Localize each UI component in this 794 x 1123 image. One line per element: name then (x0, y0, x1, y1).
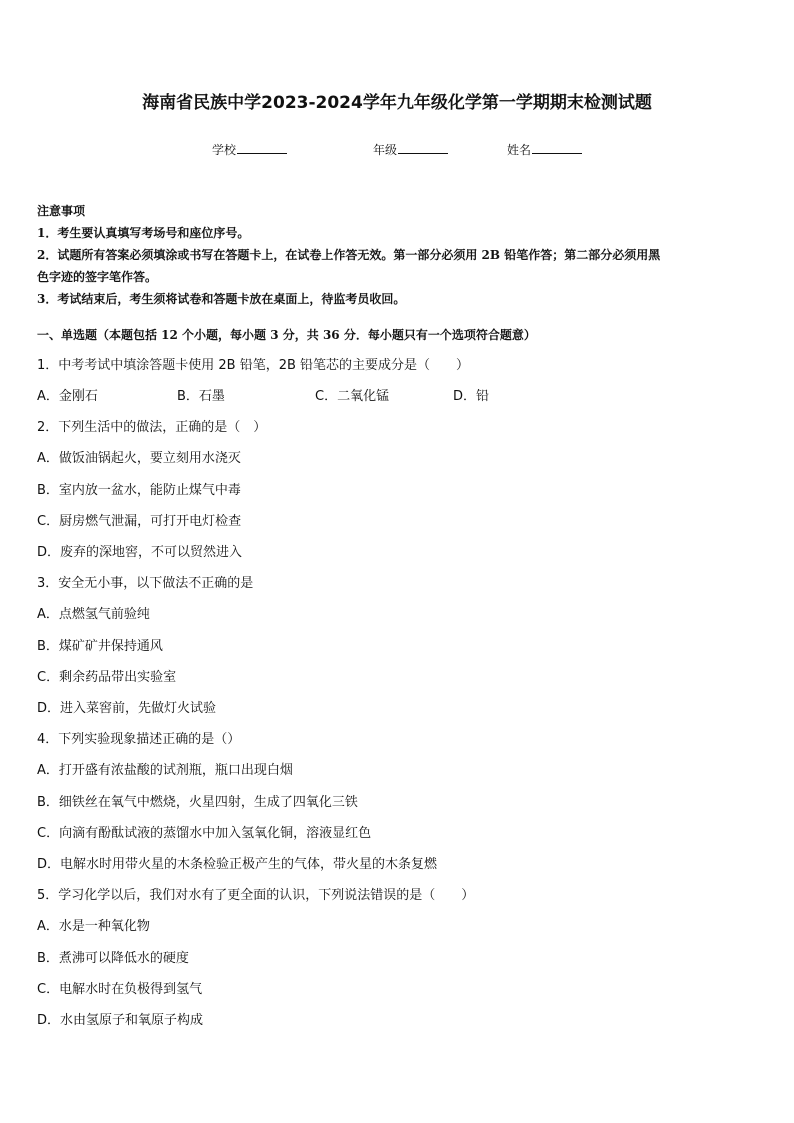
school-label: 学校 (212, 143, 237, 157)
option: A．做饭油锅起火，要立刻用水浇灭 (37, 451, 241, 466)
option: B．煮沸可以降低水的硬度 (37, 951, 189, 966)
school-blank (237, 141, 287, 154)
notice-block (37, 200, 762, 310)
question-stem: 4．下列实验现象描述正确的是（） (37, 732, 241, 747)
question-stem: 5．学习化学以后，我们对水有了更全面的认识，下列说法错误的是（ ） (37, 888, 475, 903)
question-stem: 3．安全无小事，以下做法不正确的是 (37, 576, 254, 591)
grade-label: 年级 (373, 143, 398, 157)
option: B．室内放一盆水，能防止煤气中毒 (37, 483, 241, 498)
section-heading: 一、单选题（本题包括 12 个小题，每小题 3 分，共 36 分．每小题只有一个选项符合题意） (37, 328, 536, 342)
option: C．向滴有酚酞试液的蒸馏水中加入氢氧化铜，溶液显红色 (37, 826, 372, 841)
option: C．电解水时在负极得到氢气 (37, 982, 203, 997)
option: B．细铁丝在氧气中燃烧，火星四射，生成了四氧化三铁 (37, 795, 358, 810)
option: D．铅 (453, 389, 490, 404)
option: C．二氧化锰 (315, 389, 390, 404)
grade-blank (398, 141, 448, 154)
question-options-row (37, 385, 597, 403)
notice-heading: 注意事项 (37, 204, 86, 218)
option: A．金刚石 (37, 389, 98, 404)
grade-field (373, 141, 448, 158)
option: D．电解水时用带火星的木条检验正极产生的气体，带火星的木条复燃 (37, 857, 438, 872)
option: A．打开盛有浓盐酸的试剂瓶，瓶口出现白烟 (37, 763, 293, 778)
school-field (212, 141, 287, 158)
option: C．剩余药品带出实验室 (37, 670, 177, 685)
option: D．废弃的深地窖，不可以贸然进入 (37, 545, 243, 560)
question-stem: 2．下列生活中的做法，正确的是（ ） (37, 420, 267, 435)
exam-title: 海南省民族中学2023-2024学年九年级化学第一学期期末检测试题 (142, 93, 652, 113)
option: A．点燃氢气前验纯 (37, 607, 150, 622)
option: A．水是一种氧化物 (37, 919, 150, 934)
option: D．进入菜窖前，先做灯火试验 (37, 701, 217, 716)
option: B．石墨 (177, 389, 225, 404)
notice-item: 2．试题所有答案必须填涂或书写在答题卡上，在试卷上作答无效。第一部分必须用 2B 铅笔作答；第二部分必须用黑 (37, 248, 661, 262)
name-label: 姓名 (507, 143, 532, 157)
notice-item: 1．考生要认真填写考场号和座位序号。 (37, 226, 250, 240)
option: B．煤矿矿井保持通风 (37, 639, 163, 654)
option: D．水由氢原子和氧原子构成 (37, 1013, 204, 1028)
student-info-row (0, 141, 794, 161)
notice-item: 3．考试结束后，考生须将试卷和答题卡放在桌面上，待监考员收回。 (37, 292, 406, 306)
notice-item: 色字迹的签字笔作答。 (37, 270, 158, 284)
name-blank (532, 141, 582, 154)
name-field (507, 141, 582, 158)
question-stem: 1．中考考试中填涂答题卡使用 2B 铅笔，2B 铅笔芯的主要成分是（ ） (37, 358, 470, 373)
option: C．厨房燃气泄漏，可打开电灯检查 (37, 514, 242, 529)
